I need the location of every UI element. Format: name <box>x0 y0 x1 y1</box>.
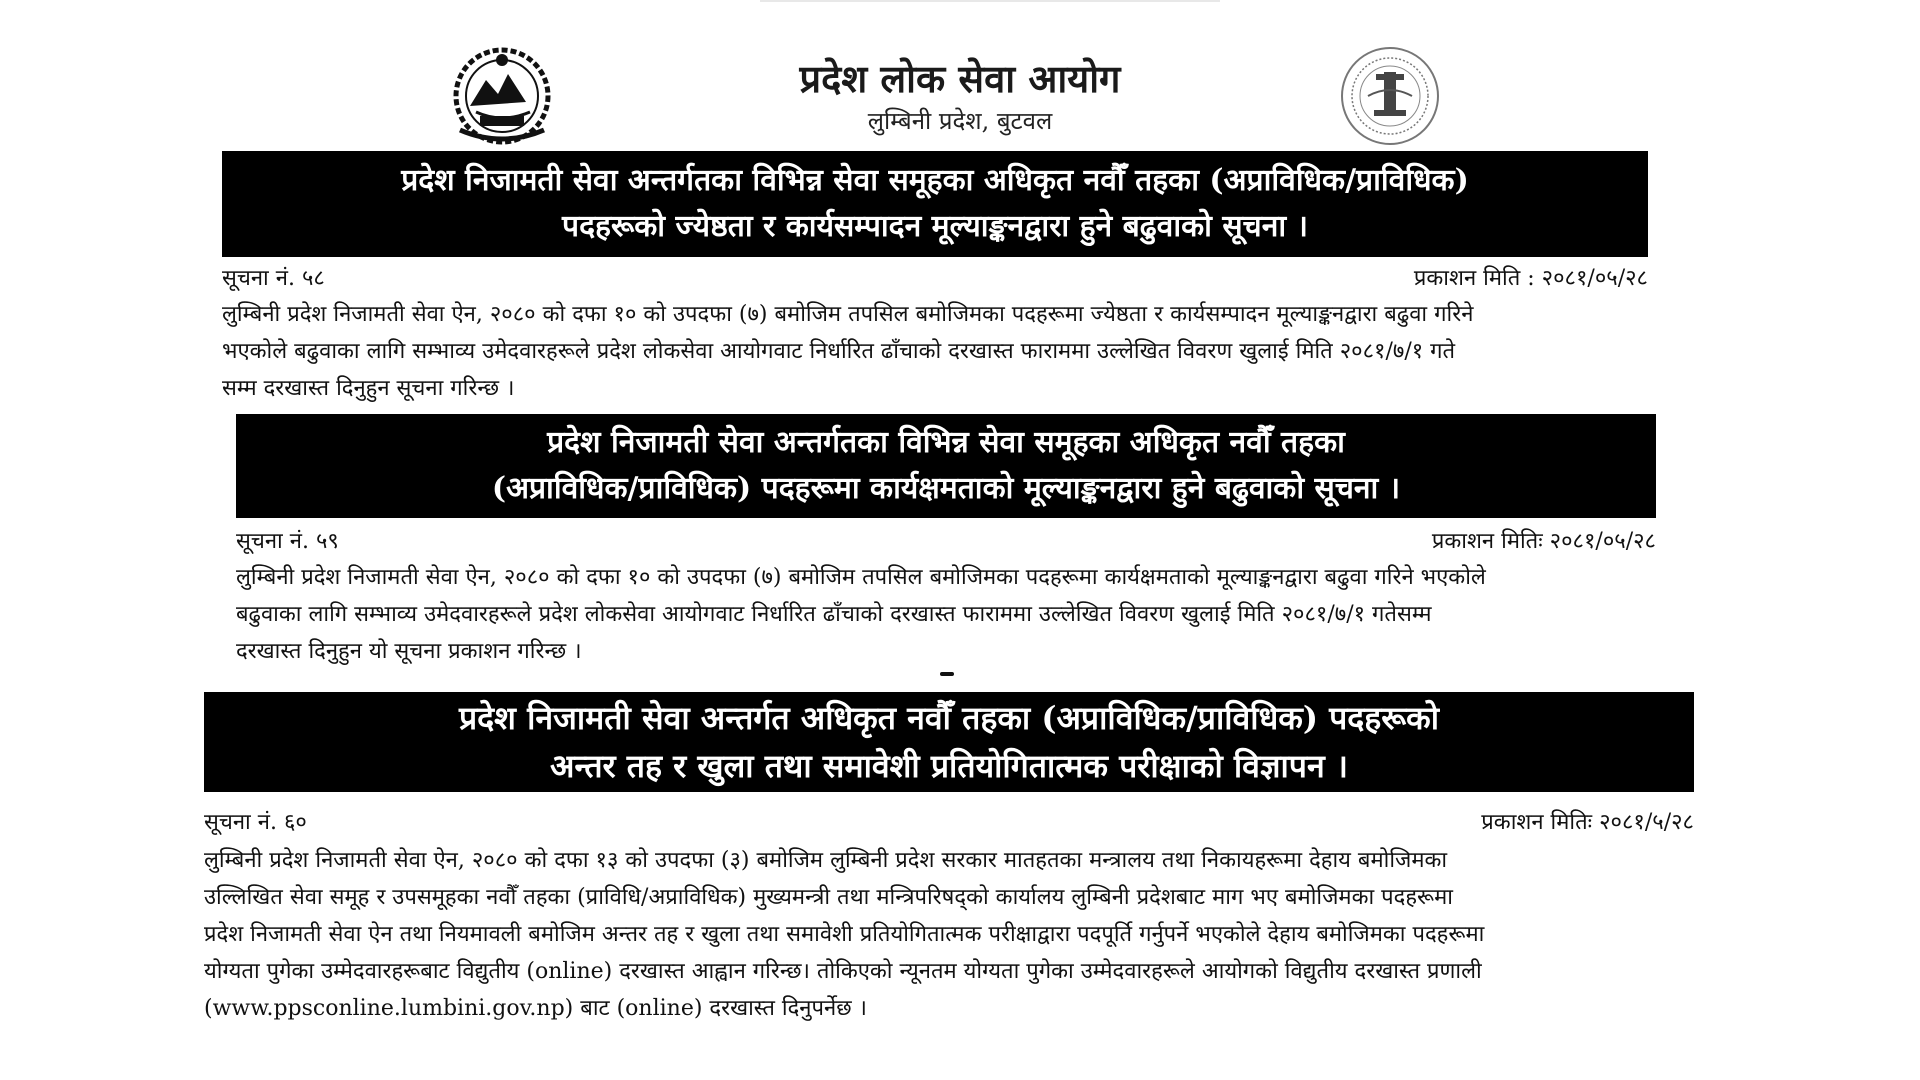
notice-58-meta <box>222 262 1648 292</box>
separator-mark <box>940 672 954 676</box>
notice-59-meta <box>236 525 1656 555</box>
banner-line: प्रदेश निजामती सेवा अन्तर्गत अधिकृत नवौँ तहका (अप्राविधिक/प्राविधिक) पदहरूको <box>458 699 1440 737</box>
banner-line: पदहरूको ज्येष्ठता र कार्यसम्पादन मूल्याङ्कनद्वारा हुने बढुवाको सूचना । <box>562 209 1308 244</box>
banner-line: प्रदेश निजामती सेवा अन्तर्गतका विभिन्न सेवा समूहका अधिकृत नवौँ तहका (अप्राविधिक/प्राविधिक) <box>401 163 1469 198</box>
notice-58-body <box>222 296 1648 407</box>
publication-date: प्रकाशन मितिः २०८१/५/२८ <box>1481 810 1694 835</box>
notice-59-banner <box>236 414 1656 518</box>
notice-60-banner <box>204 692 1694 792</box>
notice-number: सूचना नं. ५९ <box>236 529 339 554</box>
commission-location: लुम्बिनी प्रदेश, बुटवल <box>867 107 1053 135</box>
notice-number: सूचना नं. ५८ <box>222 266 325 291</box>
body-line: लुम्बिनी प्रदेश निजामती सेवा ऐन, २०८० को दफा १० को उपदफा (७) बमोजिम तपसिल बमोजिमका पदहरूमा ज्येष्ठता र कार्यसम्पादन मूल्याङ्कनद्वारा बढुवा गरिने <box>222 302 1474 327</box>
top-edge-line <box>760 0 1220 2</box>
notice-59-body <box>236 559 1656 670</box>
body-line: उल्लिखित सेवा समूह र उपसमूहका नवौँ तहका (प्राविधि/अप्राविधिक) मुख्यमन्त्री तथा मन्त्रिपरिषद्को कार्यालय लुम्बिनी प्रदेशबाट माग भए बमोजिमका पदहरूमा <box>204 885 1453 910</box>
body-line: सम्म दरखास्त दिनुहुन सूचना गरिन्छ । <box>222 376 515 401</box>
body-line: दरखास्त दिनुहुन यो सूचना प्रकाशन गरिन्छ । <box>236 639 582 664</box>
notice-60-body <box>204 842 1694 1027</box>
publication-date: प्रकाशन मितिः २०८१/०५/२८ <box>1431 529 1656 554</box>
body-line: लुम्बिनी प्रदेश निजामती सेवा ऐन, २०८० को दफा १० को उपदफा (७) बमोजिम तपसिल बमोजिमका पदहरूमा कार्यक्षमताको मूल्याङ्कनद्वारा बढुवा गरिने भएकोले <box>236 565 1486 590</box>
banner-line: प्रदेश निजामती सेवा अन्तर्गतका विभिन्न सेवा समूहका अधिकृत नवौँ तहका <box>547 425 1345 460</box>
body-line: भएकोले बढुवाका लागि सम्भाव्य उमेदवारहरूले प्रदेश लोकसेवा आयोगवाट निर्धारित ढाँचाको दरखास्त फाराममा उल्लेखित विवरण खुलाई मिति २०८१/७/१ गते <box>222 339 1456 364</box>
body-line: प्रदेश निजामती सेवा ऐन तथा नियमावली बमोजिम अन्तर तह र खुला तथा समावेशी प्रतियोगितात्मक परीक्षाद्वारा पदपूर्ति गर्नुपर्ने भएकोले देहाय बमोजिमका पदहरूमा <box>204 922 1485 947</box>
body-line: लुम्बिनी प्रदेश निजामती सेवा ऐन, २०८० को दफा १३ को उपदफा (३) बमोजिम लुम्बिनी प्रदेश सरकार मातहतका मन्त्रालय तथा निकायहरूमा देहाय बमोजिमका <box>204 848 1448 873</box>
banner-line: अन्तर तह र खुला तथा समावेशी प्रतियोगितात्मक परीक्षाको विज्ञापन । <box>550 747 1348 785</box>
notice-60-meta <box>204 806 1694 836</box>
body-line: (www.ppsconline.lumbini.gov.np) बाट (online) दरखास्त दिनुपर्नेछ । <box>204 996 867 1021</box>
body-line: बढुवाका लागि सम्भाव्य उमेदवारहरूले प्रदेश लोकसेवा आयोगवाट निर्धारित ढाँचाको दरखास्त फाराममा उल्लेखित विवरण खुलाई मिति २०८१/७/१ गतेसम्म <box>236 602 1432 627</box>
notice-number: सूचना नं. ६० <box>204 810 307 835</box>
publication-date: प्रकाशन मिति : २०८१/०५/२८ <box>1413 266 1648 291</box>
body-line: योग्यता पुगेका उम्मेदवारहरूबाट विद्युतीय (online) दरखास्त आह्वान गरिन्छ। तोकिएको न्यूनतम योग्यता पुगेका उम्मेदवारहरूले आयोगको विद्युतीय दरखास्त प्रणाली <box>204 959 1482 984</box>
banner-line: (अप्राविधिक/प्राविधिक) पदहरूमा कार्यक्षमताको मूल्याङ्कनद्वारा हुने बढुवाको सूचना । <box>491 471 1401 506</box>
notice-58-banner <box>222 151 1648 257</box>
commission-title: प्रदेश लोक सेवा आयोग <box>799 56 1121 101</box>
